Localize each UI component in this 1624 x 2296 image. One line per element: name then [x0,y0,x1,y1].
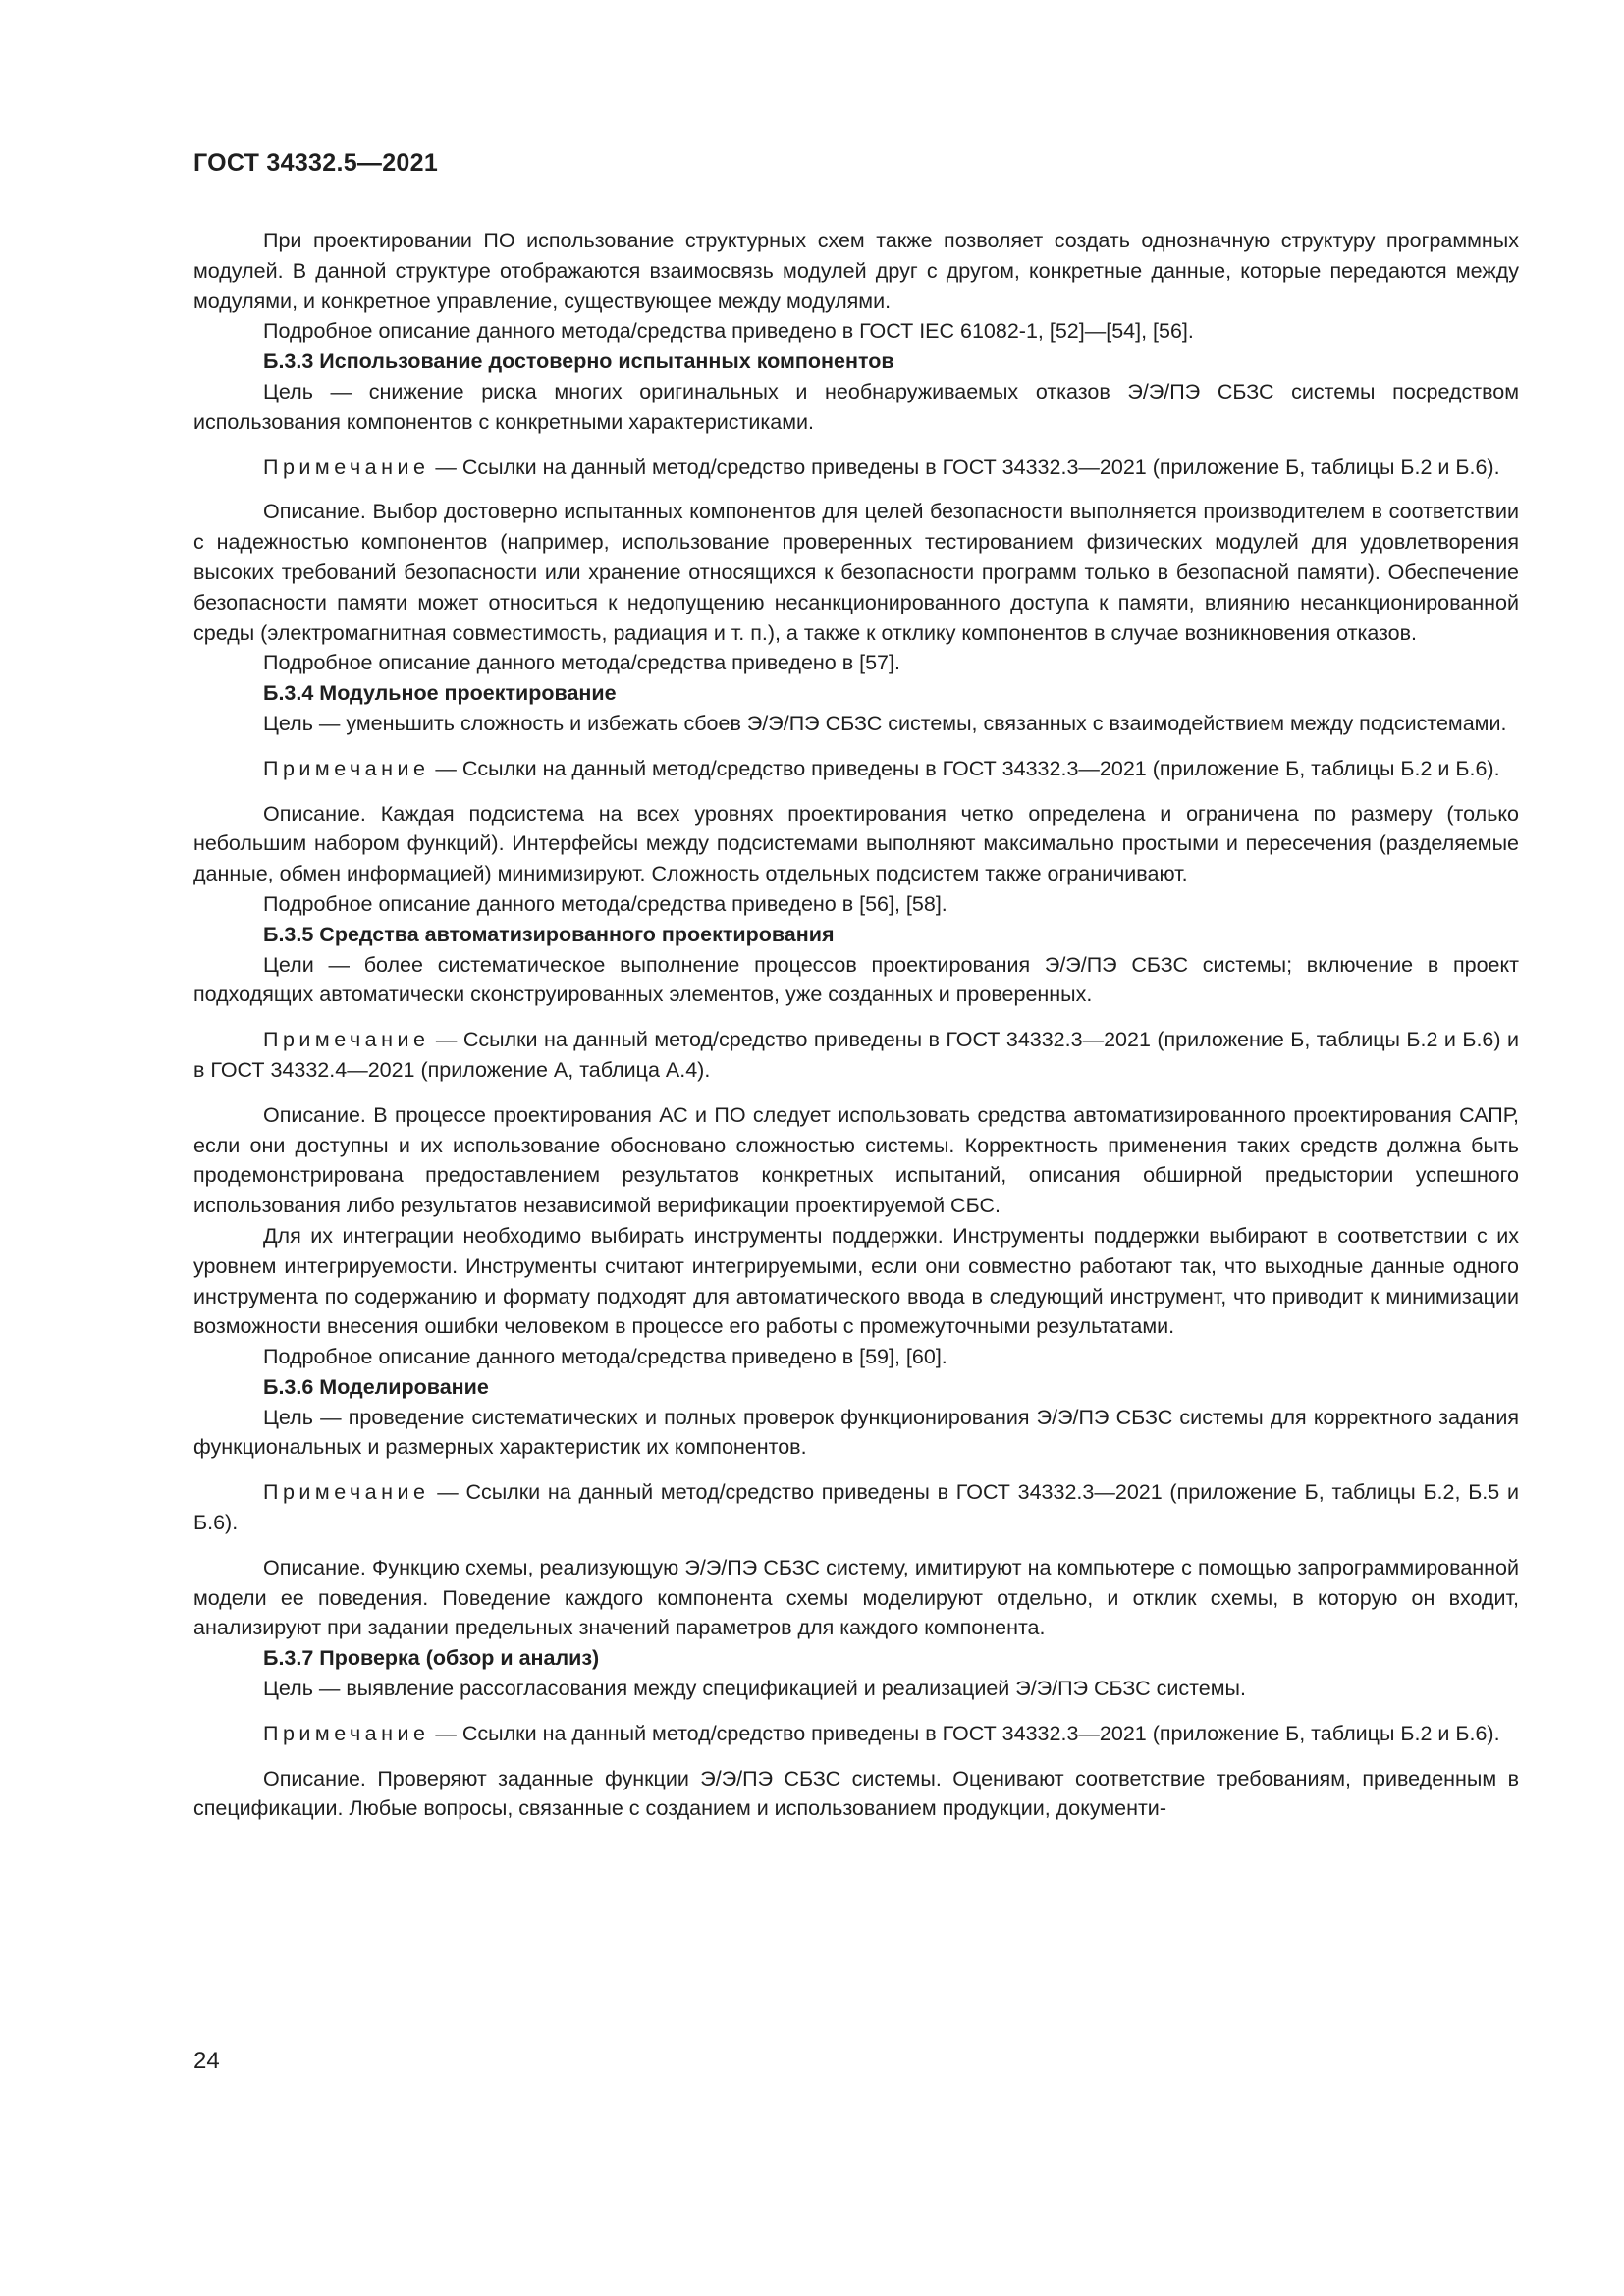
note-label: Примечание [263,1480,430,1505]
paragraph: Подробное описание данного метода/средства приведено в [56], [58]. [263,891,947,916]
note-label: Примечание [263,1028,430,1052]
paragraph: Цель — снижение риска многих оригинальных и необнаруживаемых отказов Э/Э/ПЭ СБЗС системы посредством использования компонентов с конкретными характеристиками. [193,379,1519,434]
note-text: — Ссылки на данный метод/средство приведены в ГОСТ 34332.3—2021 (приложение Б, таблицы Б.2, Б.5 и Б.6). [193,1480,1519,1535]
document-body [193,226,1519,1824]
note-text: — Ссылки на данный метод/средство приведены в ГОСТ 34332.3—2021 (приложение Б, таблицы Б.2 и Б.6). [429,756,1500,780]
note [193,453,1519,483]
note [193,1025,1519,1086]
paragraph: Подробное описание данного метода/средства приведено в [59], [60]. [263,1345,947,1369]
section-heading: Б.3.7 Проверка (обзор и анализ) [263,1646,600,1671]
note [193,754,1519,784]
page-number: 24 [193,2048,220,2074]
paragraph: Цель — уменьшить сложность и избежать сбоев Э/Э/ПЭ СБЗС системы, связанных с взаимодействием между подсистемами. [263,711,1507,735]
paragraph: Цель — выявление рассогласования между спецификацией и реализацией Э/Э/ПЭ СБЗС системы. [263,1677,1246,1701]
section-heading: Б.3.5 Средства автоматизированного проектирования [263,922,835,946]
paragraph: При проектировании ПО использование структурных схем также позволяет создать однозначную структуру программных модулей. В данной структуре отображаются взаимосвязь модулей друг с другом, конкретные данные, которые передаются между модулями, и конкретное управление, существующее между модулями. [193,229,1519,313]
paragraph: Цели — более систематическое выполнение процессов проектирования Э/Э/ПЭ СБЗС системы; включение в проект подходящих автоматически сконструированных элементов, уже созданных и проверенных. [193,952,1519,1007]
paragraph: Описание. Выбор достоверно испытанных компонентов для целей безопасности выполняется производителем в соответствии с надежностью компонентов (например, использование проверенных тестированием физических модулей для удовлетворения высоких требований безопасности или хранение относящихся к безопасности программ только в безопасной памяти). Обеспечение безопасности памяти может относиться к недопущению несанкционированного доступа к памяти, влиянию несанкционированной среды (электромагнитная совместимость, радиация и т. п.), а также к отклику компонентов в случае возникновения отказов. [193,500,1519,645]
paragraph: Описание. Каждая подсистема на всех уровнях проектирования четко определена и ограничена по размеру (только небольшим набором функций). Интерфейсы между подсистемами выполняют максимально простыми и пересечения (разделяемые данные, обмен информацией) минимизируют. Сложность отдельных подсистем также ограничивают. [193,801,1519,886]
note-text: — Ссылки на данный метод/средство приведены в ГОСТ 34332.3—2021 (приложение Б, таблицы Б.2 и Б.6) и в ГОСТ 34332.4—2021 (приложение А, таблица А.4). [193,1028,1519,1082]
paragraph: Описание. Функцию схемы, реализующую Э/Э/ПЭ СБЗС систему, имитируют на компьютере с помощью запрограммированной модели ее поведения. Поведение каждого компонента схемы моделируют отдельно, и отклик схемы, в которую он входит, анализируют при задании предельных значений параметров для каждого компонента. [193,1555,1519,1640]
paragraph: Подробное описание данного метода/средства приведено в [57]. [263,651,900,675]
note-label: Примечание [263,454,430,479]
note [193,1477,1519,1538]
section-heading: Б.3.3 Использование достоверно испытанных компонентов [263,349,894,374]
paragraph: Описание. Проверяют заданные функции Э/Э/ПЭ СБЗС системы. Оценивают соответствие требованиям, приведенным в спецификации. Любые вопросы, связанные с созданием и использованием продукции, документи- [193,1766,1519,1821]
paragraph: Описание. В процессе проектирования АС и ПО следует использовать средства автоматизированного проектирования САПР, если они доступны и их использование обосновано сложностью системы. Корректность применения таких средств должна быть продемонстрирована предоставлением результатов конкретных испытаний, описания обширной предыстории успешного использования либо результатов независимой верификации проектируемой СБС. [193,1102,1519,1218]
section-heading: Б.3.4 Модульное проектирование [263,681,617,706]
note-text: — Ссылки на данный метод/средство приведены в ГОСТ 34332.3—2021 (приложение Б, таблицы Б.2 и Б.6). [429,1721,1500,1745]
note-text: — Ссылки на данный метод/средство приведены в ГОСТ 34332.3—2021 (приложение Б, таблицы Б.2 и Б.6). [429,454,1500,479]
note-label: Примечание [263,756,430,780]
paragraph: Цель — проведение систематических и полных проверок функционирования Э/Э/ПЭ СБЗС системы для корректного задания функциональных и размерных характеристик их компонентов. [193,1405,1519,1460]
document-header: ГОСТ 34332.5—2021 [193,149,439,177]
paragraph: Подробное описание данного метода/средства приведено в ГОСТ IEC 61082-1, [52]—[54], [56]. [263,319,1194,344]
note [193,1719,1519,1749]
section-heading: Б.3.6 Моделирование [263,1374,489,1399]
paragraph: Для их интеграции необходимо выбирать инструменты поддержки. Инструменты поддержки выбирают в соответствии с их уровнем интегрируемости. Инструменты считают интегрируемыми, если они совместно работают так, что выходные данные одного инструмента по содержанию и формату подходят для автоматического ввода в следующий инструмент, что приводит к минимизации возможности внесения ошибки человеком в процессе его работы с промежуточными результатами. [193,1223,1519,1339]
note-label: Примечание [263,1721,430,1745]
